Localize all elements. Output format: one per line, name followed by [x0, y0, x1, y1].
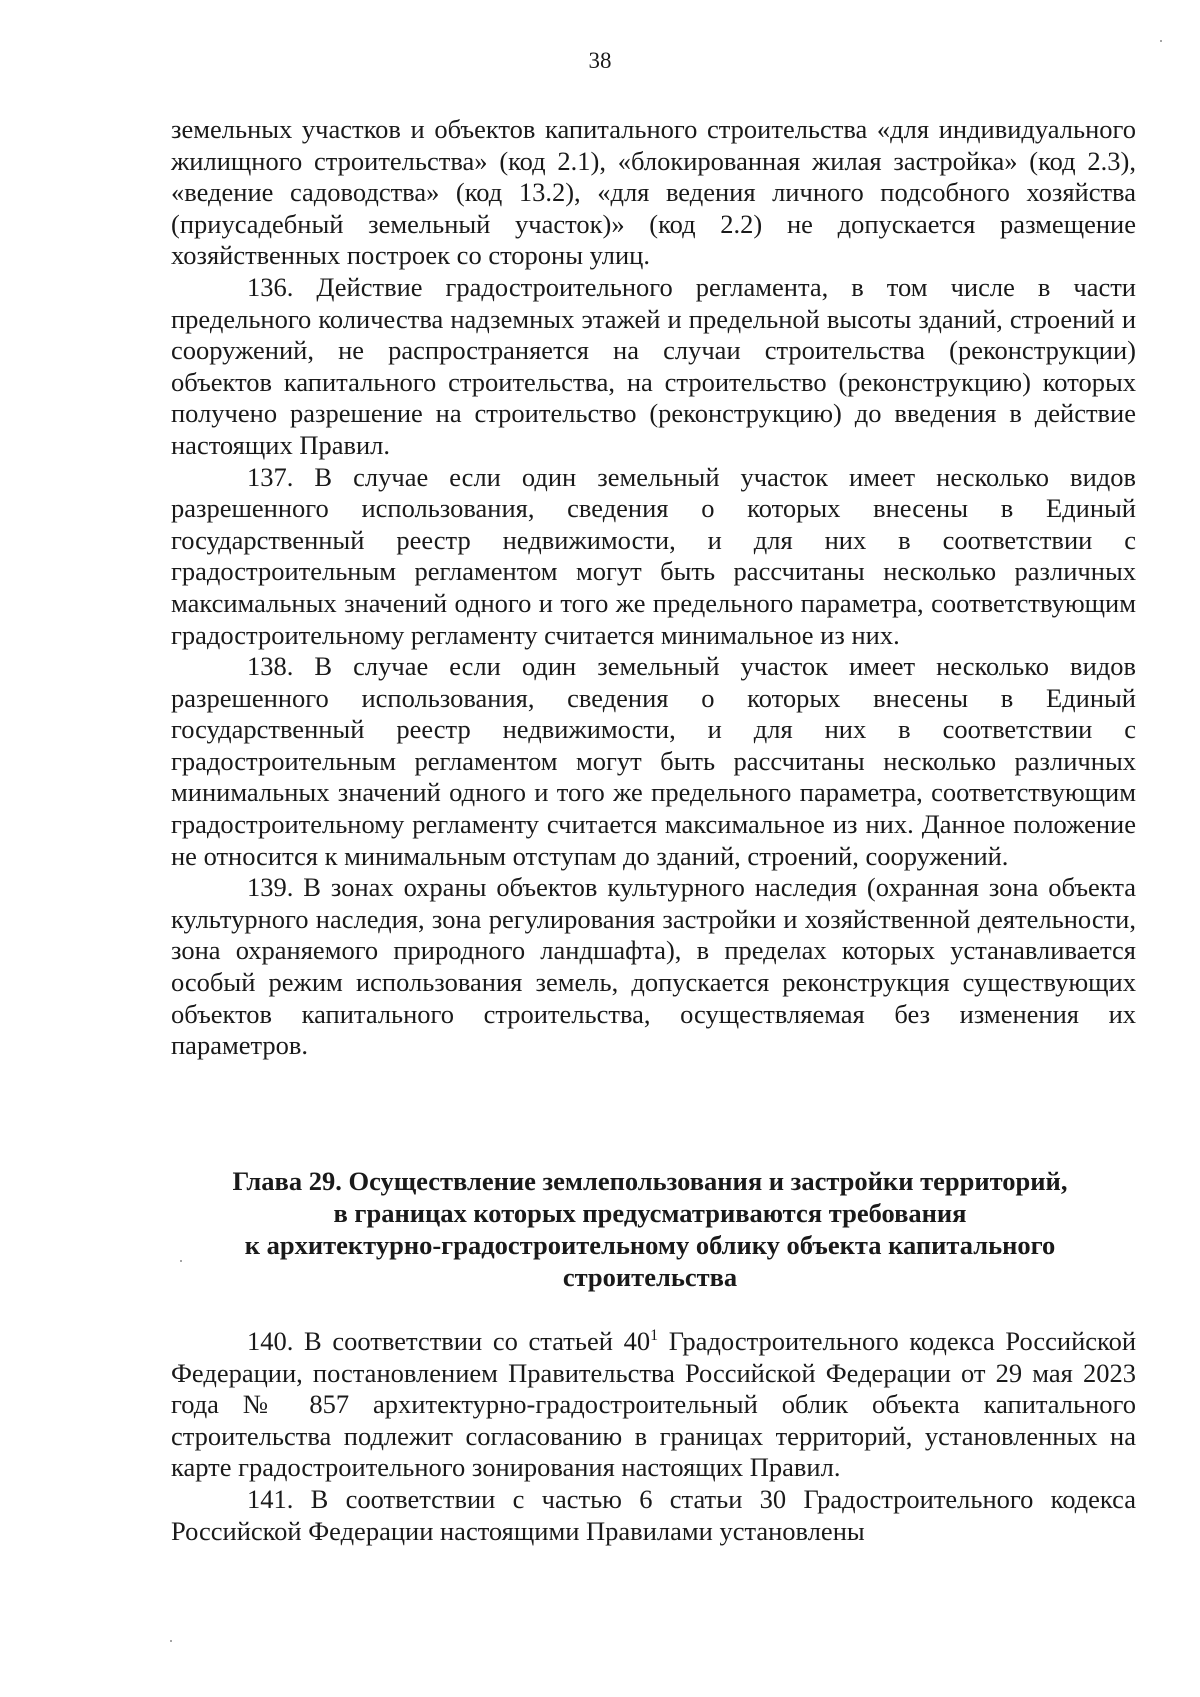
paragraph-140-start: 140. В соответствии со статьей 40	[247, 1326, 651, 1356]
scan-speck	[170, 1640, 172, 1642]
page-number: 38	[588, 48, 612, 73]
paragraph-139: 139. В зонах охраны объектов культурного наследия (охранная зона объекта культурного наследия, зона регулирования застройки и хозяйственной деятельности, зона охраняемого природного ландшафта), в пределах которых устанавливается особый режим использования земель, допускается реконструкция существующих объектов капитального строительства, осуществляемая без изменения их параметров.	[171, 872, 1136, 1061]
paragraph-141: 141. В соответствии с частью 6 статьи 30 Градостроительного кодекса Российской Федерации настоящими Правилами установлены	[171, 1483, 1136, 1546]
chapter-heading-line-1: Глава 29. Осуществление землепользования и застройки территорий,	[232, 1166, 1068, 1196]
chapter-heading-line-2: в границах которых предусматриваются требования	[333, 1198, 967, 1228]
scan-speck	[1160, 40, 1162, 42]
paragraph-136: 136. Действие градостроительного регламента, в том числе в части предельного количества надземных этажей и предельной высоты зданий, строений и сооружений, не распространяется на случаи строительства (реконструкции) объектов капитального строительства, на строительство (реконструкцию) которых получено разрешение на строительство (реконструкцию) до введения в действие настоящих Правил.	[171, 271, 1136, 460]
paragraph-138: 138. В случае если один земельный участок имеет несколько видов разрешенного использования, сведения о которых внесены в Единый государственный реестр недвижимости, и для них в соответствии с градостроительным регламентом могут быть рассчитаны несколько различных минимальных значений одного и того же предельного параметра, соответствующим градостроительному регламенту считается максимальное из них. Данное положение не относится к минимальным отступам до зданий, строений, сооружений.	[171, 651, 1136, 871]
text-block-top	[171, 114, 1136, 1062]
article-superscript: 1	[650, 1327, 659, 1345]
scan-speck	[180, 1260, 182, 1262]
paragraph-137: 137. В случае если один земельный участок имеет несколько видов разрешенного использования, сведения о которых внесены в Единый государственный реестр недвижимости, и для них в соответствии с градостроительным регламентом могут быть рассчитаны несколько различных максимальных значений одного и того же предельного параметра, соответствующим градостроительному регламенту считается минимальное из них.	[171, 461, 1136, 650]
chapter-heading-line-3: к архитектурно-градостроительному облику объекта капитального	[244, 1230, 1056, 1260]
text-block-bottom	[171, 1326, 1136, 1547]
paragraph-140	[171, 1326, 1136, 1484]
chapter-heading-line-4: строительства	[562, 1262, 738, 1292]
chapter-heading	[150, 1165, 1150, 1293]
paragraph-140-rest: Градостроительного кодекса Российской Федерации, постановлением Правительства Российской Федерации от 29 мая 2023 года № 857 архитектурно-градостроительный облик объекта капитального строительства подлежит согласованию в границах территорий, установленных на карте градостроительного зонирования настоящих Правил.	[171, 1326, 1136, 1483]
paragraph-continuation: земельных участков и объектов капитального строительства «для индивидуального жилищного строительства» (код 2.1), «блокированная жилая застройка» (код 2.3), «ведение садоводства» (код 13.2), «для ведения личного подсобного хозяйства (приусадебный земельный участок)» (код 2.2) не допускается размещение хозяйственных построек со стороны улиц.	[171, 114, 1136, 271]
